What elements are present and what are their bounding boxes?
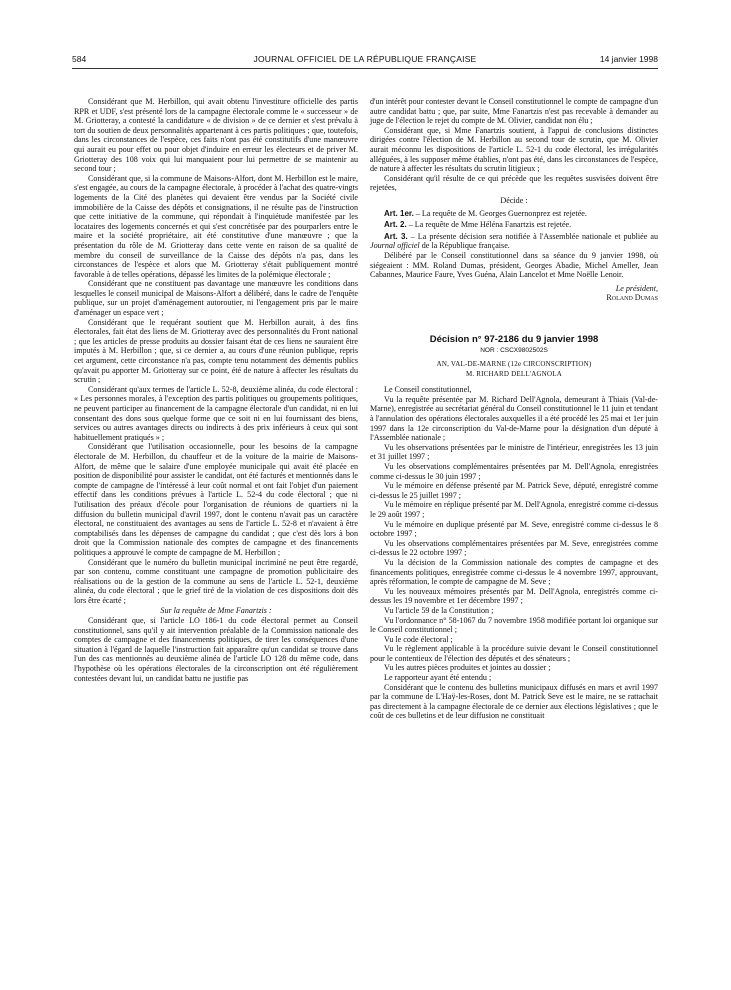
issue-date: 14 janvier 1998 bbox=[599, 54, 658, 64]
paragraph: Vu le mémoire en réplique présenté par M. Dell'Agnola, enregistré comme ci-dessus le 29 août 1997 ; bbox=[370, 500, 658, 519]
article-label: Art. 1er. bbox=[384, 208, 414, 218]
header-rule bbox=[72, 68, 658, 69]
paragraph: Vu la décision de la Commission nationale des comptes de campagne et des financements politiques, enregistrée comme ci-dessus le 4 novembre 1997, approuvant, après réformation, le compte de campagne de M. Seve ; bbox=[370, 557, 658, 587]
paragraph: Vu les nouveaux mémoires présentés par M. Dell'Agnola, enregistrés comme ci-dessus les 19 novembre et 1er décembre 1997 ; bbox=[370, 586, 658, 606]
paragraph: Considérant que, si Mme Fanartzis soutient, à l'appui de conclusions distinctes dirigées contre l'élection de M. Herbillon au second tour de scrutin, que M. Olivier aurait méconnu les dispositions de l'article L. 52-1 du code électoral, les irrégularités alléguées, à les supposer même établies, n'ont pas été, dans les circonstances de l'espèce, de nature à affecter les résultats du scrutin litigieux ; bbox=[370, 125, 658, 174]
decision-title: Décision n° 97-2186 du 9 janvier 1998 bbox=[429, 333, 599, 345]
paragraph: Considérant que, si la commune de Maisons-Alfort, dont M. Herbillon est le maire, s'est engagée, au cours de la campagne électorale, à procéder à l'achat des quatre-vingts logements de la Cité des planètes qui devaient être vendus par la Société civile immobilière de la Caisse des dépôts et consignations, il ne résulte pas de l'instruction que cette initiative de la commune, qui répondait à l'inquiétude manifestée par les locataires des logements concernés et qui s'est concrétisée par des pourparlers entre le maire et la société propriétaire, ait été constitutive d'une manœuvre ; que la présentation du rôle de M. Griotteray dans cette vente en raison de sa qualité de membre du conseil de surveillance de la Caisse des dépôts n'a pas, dans les circonstances de l'espèce et alors que M. Griotteray s'était publiquement montré favorable à de telles opérations, dépassé les limites de la polémique électorale ; bbox=[74, 173, 358, 279]
paragraph: Vu les observations complémentaires présentées par M. Dell'Agnola, enregistrées comme ci-dessus le 30 juin 1997 ; bbox=[370, 462, 658, 481]
right-column bbox=[370, 97, 658, 721]
article-text: – La requête de M. Georges Guernonprez est rejetée. bbox=[415, 208, 587, 218]
paragraph: Considérant que le requérant soutient que M. Herbillon aurait, à des fins électorales, fait état des liens de M. Griotteray avec des personnalités du Front national ; que les articles de presse produits au dossier faisant état de ces liens ne sauraient être imputés à M. Herbillon ; que, si ce dernier a, au cours d'une réunion publique, repris cet argument, cette circonstance n'a pas, compte tenu notamment des démentis publics qu'avait pu apporter M. Griotteray sur ce point, été de nature à affecter les résultats du scrutin ; bbox=[74, 317, 358, 385]
paragraph: Considérant qu'il résulte de ce qui précède que les requêtes susvisées doivent être rejetées, bbox=[370, 173, 658, 193]
paragraph: Le Conseil constitutionnel, bbox=[384, 385, 472, 395]
paragraph: Le rapporteur ayant été entendu ; bbox=[384, 673, 492, 683]
paragraph: Vu le mémoire en duplique présenté par M. Seve, enregistré comme ci-dessus le 8 octobre 1997 ; bbox=[370, 519, 658, 539]
page-number: 584 bbox=[72, 54, 87, 64]
nor-reference: NOR : CSCX9802502S bbox=[480, 347, 548, 355]
article-3 bbox=[370, 232, 658, 251]
party-line: M. RICHARD DELL'AGNOLA bbox=[465, 369, 563, 378]
paragraph: Considérant que, si l'article LO 186-1 du code électoral permet au Conseil constitutionnel, sans qu'il y ait intervention préalable de la Commission nationale des comptes de campagne et des financements politiques, de tirer les conséquences d'une situation à l'égard de laquelle l'instruction fait apparaître qu'un candidat se trouve dans l'un des cas mentionnés au deuxième alinéa de l'article LO 128 du même code, dans l'hypothèse où les opérations électorales de la circonscription ont été régulièrement contestées devant lui, un candidat battu ne justifie pas bbox=[74, 616, 358, 683]
paragraph: Vu l'article 59 de la Constitution ; bbox=[384, 605, 494, 615]
paragraph: Vu la requête présentée par M. Richard Dell'Agnola, demeurant à Thiais (Val-de-Marne), enregistrée au secrétariat général du Conseil constitutionnel le 11 juin et tendant à l'annulation des opérations électorales auxquelles il a été procédé les 25 mai et 1er juin 1997 dans la 12e circonscription du Val-de-Marne pour la désignation d'un député à l'Assemblée nationale ; bbox=[370, 394, 658, 443]
signature-name: Roland Dumas bbox=[606, 293, 658, 303]
paragraph: Vu le code électoral ; bbox=[384, 634, 453, 644]
page-header bbox=[72, 54, 658, 68]
article-label: Art. 2. bbox=[384, 220, 407, 230]
paragraph: Considérant que le numéro du bulletin municipal incriminé ne peut être regardé, par son contenu, comme constituant une campagne de promotion publicitaire des réalisations ou de la gestion de la commune au sens de l'article L. 52-1, deuxième alinéa, du code électoral ; que le grief tiré de la violation de ces dispositions doit dès lors être écarté ; bbox=[74, 557, 358, 605]
paragraph: Considérant que le contenu des bulletins municipaux diffusés en mars et avril 1997 par la commune de L'Haÿ-les-Roses, dont M. Patrick Seve est le maire, ne se rattachait pas directement à la campagne électorale de ce dernier aux élections législatives ; que le coût de ces bulletins et de leur diffusion ne constituait bbox=[370, 682, 658, 721]
paragraph: Considérant que ne constituent pas davantage une manœuvre les conditions dans lesquelles le conseil municipal de Maisons-Alfort a délibéré, dans le cadre de l'enquête publique, sur un projet d'aménagement autoroutier, ni l'engagement pris par le maire d'aménager un espace vert ; bbox=[74, 279, 358, 318]
paragraph: Vu le mémoire en défense présenté par M. Patrick Seve, député, enregistré comme ci-dessus le 25 juillet 1997 ; bbox=[370, 481, 658, 500]
paragraph: Vu les observations complémentaires présentées par M. Seve, enregistrées comme ci-dessus le 22 octobre 1997 ; bbox=[370, 538, 658, 558]
paragraph: Considérant qu'aux termes de l'article L. 52-8, deuxième alinéa, du code électoral : « Les personnes morales, à l'exception des partis politiques ou groupements politiques, ne peuvent participer au financement de la campagne électorale d'un candidat, ni en lui consentant des dons sous quelque forme que ce soit ni en lui fournissant des biens, services ou autres avantages directs ou indirects à des prix inférieurs à ceux qui sont habituellement pratiqués » ; bbox=[74, 384, 358, 442]
article-1 bbox=[370, 209, 658, 219]
paragraph: Délibéré par le Conseil constitutionnel dans sa séance du 9 janvier 1998, où siégeaient : MM. Roland Dumas, président, Georges Abadie, Michel Ameller, Jean Cabannes, Maurice Faure, Yves Guéna, Alain Lancelot et Mme Noëlle Lenoir. bbox=[370, 250, 658, 280]
left-column bbox=[74, 97, 358, 683]
paragraph: Considérant que l'utilisation occasionnelle, pour les besoins de la campagne électorale de M. Herbillon, du chauffeur et de la voiture de la mairie de Maisons-Alfort, de même que le salaire d'une employée municipale qui avait été placée en position de disponibilité pour assister le candidat, ont été facturés et mentionnés dans le compte de campagne de l'intéressé à leur coût normal et ont fait l'objet d'un paiement effectif dans les conditions prévues à l'article L. 52-4 du code électoral ; que ni l'utilisation des préaux d'école pour l'organisation de réunions de quartiers ni la diffusion du bulletin municipal d'avril 1997, dont le contenu n'avait pas un caractère électoral, ne constituaient des avantages au sens de l'article L. 52-8 et n'avaient à être comptabilisés dans les dépenses de campagne du candidat ; que c'est dès lors à bon droit que la Commission nationale des comptes de campagne et des financements politiques a approuvé le compte de campagne de M. Herbillon ; bbox=[74, 442, 358, 557]
paragraph: d'un intérêt pour contester devant le Conseil constitutionnel le compte de campagne d'un autre candidat battu ; que, par suite, Mme Fanartzis n'est pas recevable à demander au juge de l'élection le rejet du compte de M. Olivier, candidat non élu ; bbox=[370, 97, 658, 126]
paragraph: Vu l'ordonnance n° 58-1067 du 7 novembre 1958 modifiée portant loi organique sur le Conseil constitutionnel ; bbox=[370, 615, 658, 635]
paragraph: Vu les observations présentées par le ministre de l'intérieur, enregistrées les 13 juin et 31 juillet 1997 ; bbox=[370, 442, 658, 462]
journal-officiel-italic: Journal officiel bbox=[370, 241, 420, 251]
article-text: – La requête de Mme Héléna Fanartzis est rejetée. bbox=[408, 220, 572, 230]
signature-title: Le président, bbox=[615, 283, 658, 293]
journal-title: JOURNAL OFFICIEL DE LA RÉPUBLIQUE FRANÇAISE bbox=[253, 54, 477, 64]
paragraph: Considérant que M. Herbillon, qui avait obtenu l'investiture officielle des partis RPR et UDF, s'est présenté lors de la campagne électorale comme le « successeur » de M. Griotteray, a contesté la candidature « de division » de ce dernier et s'est prévalu à tort du soutien de deux personnalités appartenant à ces partis politiques ; que, toutefois, dans les circonstances de l'espèce, ces faits n'ont pas été constitutifs d'une manœuvre qui aurait eu pour effet ou pour objet d'induire en erreur les électeurs et de priver M. Griotteray des 108 voix qui lui manquaient pour lui permettre de se maintenir au second tour ; bbox=[74, 97, 358, 174]
article-2 bbox=[370, 220, 658, 230]
article-text: de la République française. bbox=[419, 241, 510, 251]
subheading: Sur la requête de Mme Fanartzis : bbox=[160, 606, 272, 616]
decide-heading: Décide : bbox=[500, 195, 528, 205]
article-text: – La présente décision sera notifiée à l'Assemblée nationale et publiée au bbox=[410, 231, 658, 241]
paragraph: Vu les autres pièces produites et jointes au dossier ; bbox=[384, 663, 551, 673]
article-label: Art. 3. bbox=[384, 231, 408, 241]
constituency-line: AN, VAL-DE-MARNE (12e CIRCONSCRIPTION) bbox=[436, 360, 592, 369]
paragraph: Vu le règlement applicable à la procédure suivie devant le Conseil constitutionnel pour le contentieux de l'élection des députés et des sénateurs ; bbox=[370, 644, 658, 663]
